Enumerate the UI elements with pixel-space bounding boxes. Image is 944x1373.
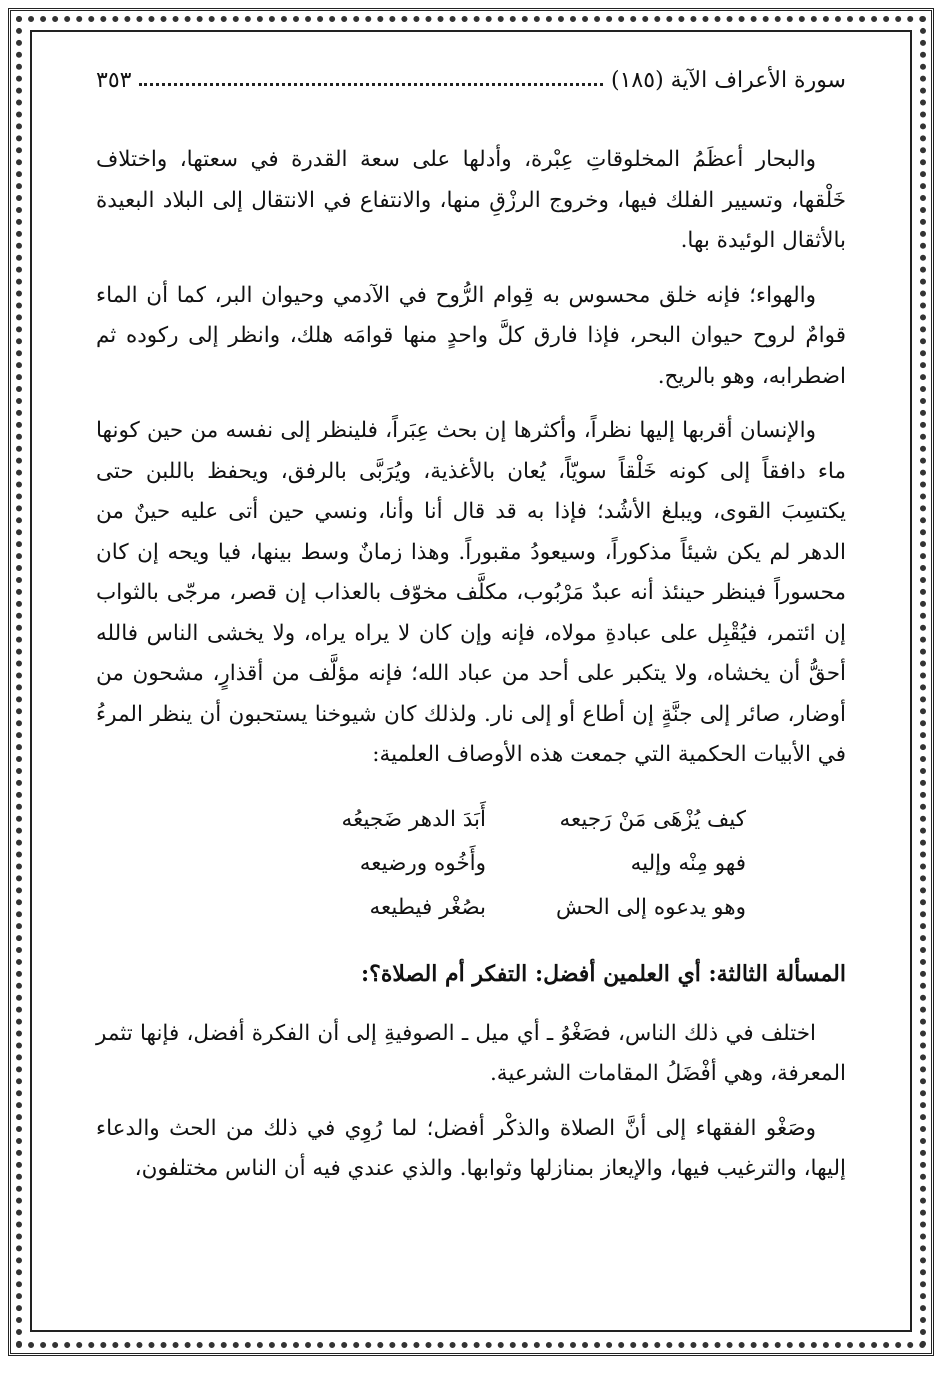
header-leader-dots [139,83,603,86]
poem-verse [96,886,746,930]
paragraph-dispute: اختلف في ذلك الناس، فصَغْوُ ـ أي ميل ـ الصوفيةِ إلى أن الفكرة أفضل، فإنها تثمر المعرفة، وهي أفْضَلُ المقامات الشرعية. [96,1020,846,1086]
paragraph-seas: والبحار أعظَمُ المخلوقاتِ عِبْرة، وأدلها على سعة القدرة في سعتها، واختلاف خَلْقها، وتسيير الفلك فيها، وخروج الرزْقِ منها، والانتفاع في الانتقال إلى البلاد البعيدة بالأثقال الوئيدة بها. [96,147,846,253]
header-title: سورة الأعراف الآية (١٨٥) [611,67,846,93]
poem [96,798,846,930]
paragraph-jurists: وصَغْو الفقهاء إلى أنَّ الصلاة والذكْر أفضل؛ لما رُوِي في ذلك من الحث والدعاء إليها، والترغيب فيها، والإيعاز بمنازلها وثوابها. والذي عندي فيه أن الناس مختلفون، [96,1115,846,1181]
running-header [96,58,846,102]
poem-first-hemistich: كيف يُزْهَى مَنْ رَجيعه [559,806,746,832]
poem-second-hemistich: أَبَدَ الدهر ضَجيعُه [341,806,486,832]
poem-first-hemistich: وهو يدعوه إلى الحش [555,894,746,920]
poem-verse [96,842,746,886]
section-heading: المسألة الثالثة: أي العلمين أفضل: التفكر أم الصلاة؟: [361,960,846,987]
poem-second-hemistich: بصُغْر فيطيعه [369,894,486,920]
paragraph-air: والهواء؛ فإنه خلق محسوس به قِوام الرُّوح في الآدمي وحيوان البر، كما أن الماء قوامٌ لروح حيوان البحر، فإذا فارق كلَّ واحدٍ منها قوامَه هلك، وانظر إلى ركوده ثم اضطرابه، وهو بالريح. [96,282,846,389]
page-number: ٣٥٣ [96,67,132,93]
paragraph-human: والإنسان أقربها إليها نظراً، وأكثرها إن بحث عِبَراً، فلينظر إلى نفسه من حين كونها ماء دافقاً إلى كونه خَلْقاً سويّاً، يُعان بالأغذية، ويُرَبَّى بالرفق، ويحفظ باللبن حتى يكتسِبَ القوى، ويبلغ الأشُد؛ فإذا به قد قال أنا وأنا، ونسي حين أتى عليه حينٌ من الدهر لم يكن شيئاً مذكوراً، وسيعودُ مقبوراً. وهذا زمانٌ وسط بينها، فيا ويحه إن كان محسوراً فينظر حينئذ أنه عبدٌ مَرْبُوب، مكلَّف مخوّف بالعذاب إن قصر، مرجّى بالثواب إن ائتمر، فيُقْبِل على عبادةِ مولاه، فإنه وإن كان لا يراه يراه، ولا يخشى الناس فالله أحقُّ أن يخشاه، ولا يتكبر على أحد من عباد الله؛ فإنه مؤلَّف من أقذارٍ، مشحون من أوضار، صائر إلى جنَّةٍ إن أطاع أو إلى نار. ولذلك كان شيوخنا يستحبون أن ينظر المرءُ في الأبيات الحكمية التي جمعت هذه الأوصاف العلمية: [96,418,846,767]
poem-verse [96,798,746,842]
poem-second-hemistich: وأَخُوه ورضيعه [359,850,486,876]
page [96,58,846,1204]
page-body [96,140,846,1190]
poem-first-hemistich: فهو مِنْه وإليه [630,850,746,876]
